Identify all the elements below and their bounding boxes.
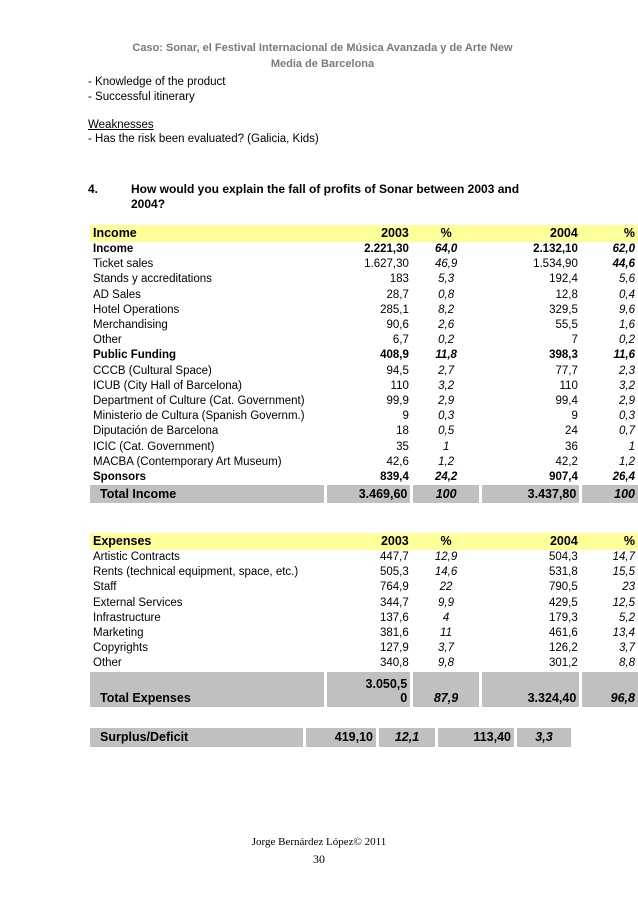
income-row-2003-percent: 11,8: [435, 349, 457, 362]
strength-item: - Successful itinerary: [88, 91, 195, 103]
table-row: [90, 626, 638, 641]
expenses-row-2004-value: 429,5: [549, 596, 578, 609]
expenses-header-2003-value: 2003: [325, 533, 412, 550]
income-row-2003-percent: 5,3: [438, 273, 455, 286]
expenses-row-2003-percent: 9,9: [438, 596, 455, 609]
income-row-2003-percent: 0,2: [438, 334, 455, 347]
income-row-2004-percent: 0,7: [619, 425, 635, 438]
income-row-2004-value: 329,5: [549, 303, 578, 316]
strength-item: - Knowledge of the product: [88, 76, 226, 88]
income-row-2004-percent: 1,2: [619, 455, 635, 468]
income-row-label: Sponsors: [93, 471, 147, 484]
income-row-2004-percent: 0,2: [619, 334, 635, 347]
income-row-2003-value: 110: [390, 379, 409, 392]
expenses-row-2004-percent: 5,2: [619, 611, 635, 624]
income-row-2004-value: 99,4: [555, 395, 578, 408]
question-number: 4.: [88, 182, 99, 196]
income-row-2004-percent: 62,0: [612, 243, 635, 255]
expenses-row-label: Artistic Contracts: [93, 551, 180, 563]
income-row-2004-value: 1.534,90: [533, 258, 578, 271]
income-row-label: ICUB (City Hall of Barcelona): [93, 379, 242, 392]
income-row-2004-percent: 5,6: [619, 273, 635, 286]
weakness-item: - Has the risk been evaluated? (Galicia, Kids): [88, 133, 319, 145]
income-row-2004-value: 2.132,10: [533, 243, 578, 255]
expenses-row-2003-value: 381,6: [379, 627, 409, 640]
question-text: How would you explain the fall of profits of Sonar between 2003 and 2004?: [131, 182, 520, 211]
income-total-row: [90, 485, 638, 503]
expenses-row-2004-percent: 14,7: [612, 551, 635, 563]
table-row: [90, 394, 638, 409]
expenses-row-2003-value: 764,9: [379, 581, 409, 594]
income-row-2003-percent: 2,9: [438, 395, 455, 408]
table-row: [90, 379, 638, 394]
income-row-label: Income: [93, 243, 134, 255]
table-row: [90, 318, 638, 333]
table-row: [90, 580, 638, 595]
income-row-2004-value: 42,2: [555, 455, 578, 468]
expenses-total-label: Total Expenses: [90, 672, 325, 707]
table-row: [90, 409, 638, 424]
page-number: 30: [313, 852, 325, 866]
income-row-2003-value: 285,1: [380, 303, 409, 316]
income-row-2003-value: 6,7: [392, 334, 409, 347]
income-row-2003-value: 408,9: [380, 349, 409, 362]
expenses-header-2004-percent: %: [581, 533, 638, 550]
income-row-label: Merchandising: [93, 319, 168, 332]
expenses-row-2004-value: 504,3: [549, 551, 578, 563]
table-row: [90, 470, 638, 485]
expenses-row-2004-value: 790,5: [549, 581, 578, 594]
income-row-2004-percent: 2,9: [619, 395, 635, 408]
income-total-2004-value: 3.437,80: [480, 485, 580, 503]
table-row: [90, 303, 638, 318]
table-row: [90, 333, 638, 348]
table-row: [90, 288, 638, 303]
income-row-2004-value: 110: [559, 379, 578, 392]
table-row: [90, 424, 638, 439]
expenses-total-row: [90, 672, 638, 707]
income-row-label: Ministerio de Cultura (Spanish Governm.): [93, 410, 305, 423]
income-row-label: Other: [93, 334, 122, 347]
document-header: [95, 40, 550, 72]
income-row-2003-value: 42,6: [386, 455, 409, 468]
income-row-2003-percent: 3,2: [438, 379, 455, 392]
income-total-label: Total Income: [90, 485, 325, 503]
income-row-2003-percent: 0,8: [438, 288, 455, 301]
income-row-2003-value: 9: [402, 410, 409, 423]
surplus-2004-percent: 3,3: [516, 728, 572, 747]
expenses-row-2004-percent: 23: [622, 581, 635, 594]
income-row-2004-value: 9: [571, 410, 578, 423]
table-row: [90, 455, 638, 470]
income-row-label: Stands y accreditations: [93, 273, 212, 286]
income-row-2003-percent: 0,5: [438, 425, 455, 438]
expenses-total-2004-percent: 96,8: [581, 672, 638, 707]
income-row-label: Diputación de Barcelona: [93, 425, 219, 438]
table-row: [90, 656, 638, 671]
table-row: [90, 348, 638, 363]
income-row-2004-percent: 9,6: [619, 303, 635, 316]
income-row-2004-percent: 0,4: [619, 288, 635, 301]
income-row-2004-percent: 44,6: [612, 258, 635, 271]
expenses-header-label: Expenses: [90, 533, 325, 550]
income-row-2003-value: 35: [396, 440, 409, 453]
income-row-2004-percent: 3,2: [619, 379, 635, 392]
income-row-label: AD Sales: [93, 288, 141, 301]
expenses-row-2004-percent: 3,7: [619, 642, 635, 655]
expenses-total-2003-value-line2: 0: [400, 690, 408, 705]
header-line-2: Media de Barcelona: [270, 58, 375, 70]
table-row: [90, 364, 638, 379]
surplus-2003-value: 419,10: [305, 728, 378, 747]
expenses-row-2003-value: 340,8: [379, 657, 409, 670]
income-row-2003-value: 28,7: [386, 288, 409, 301]
table-row: [90, 565, 638, 580]
expenses-row-label: Staff: [93, 581, 117, 594]
expenses-row-2003-percent: 12,9: [434, 551, 458, 563]
expenses-row-2004-percent: 13,4: [612, 627, 635, 640]
expenses-header-2004-value: 2004: [480, 533, 580, 550]
expenses-row-2004-value: 531,8: [549, 566, 578, 579]
table-row: [90, 641, 638, 656]
income-row-2003-percent: 8,2: [438, 303, 455, 316]
expenses-row-2003-percent: 3,7: [438, 642, 455, 655]
income-row-label: Department of Culture (Cat. Government): [93, 395, 305, 408]
table-row: [90, 257, 638, 272]
expenses-row-2004-percent: 15,5: [612, 566, 635, 579]
income-header-2003-value: 2003: [325, 225, 412, 242]
expenses-row-label: Copyrights: [93, 642, 148, 655]
income-row-label: ICIC (Cat. Government): [93, 440, 215, 453]
surplus-deficit-row: [90, 728, 571, 747]
expenses-row-2003-percent: 11: [440, 627, 452, 640]
income-row-2003-value: 90,6: [386, 319, 409, 332]
income-header-2003-percent: %: [412, 225, 481, 242]
expenses-total-2003-value-line1: 3.050,5: [365, 676, 408, 691]
income-header-2004-percent: %: [581, 225, 638, 242]
income-row-label: Hotel Operations: [93, 303, 180, 316]
surplus-2004-value: 113,40: [437, 728, 516, 747]
income-table: [90, 225, 638, 503]
table-row: [90, 272, 638, 287]
income-row-2003-percent: 64,0: [434, 243, 458, 255]
income-row-2003-value: 18: [396, 425, 409, 438]
expenses-row-2004-value: 126,2: [549, 642, 578, 655]
income-row-2004-percent: 0,3: [619, 410, 635, 423]
income-row-2003-value: 839,4: [380, 471, 409, 484]
expenses-row-2003-percent: 9,8: [438, 657, 455, 670]
income-row-2004-value: 907,4: [549, 471, 578, 484]
income-row-label: MACBA (Contemporary Art Museum): [93, 455, 282, 468]
income-row-2003-percent: 1: [442, 440, 450, 453]
income-row-2003-value: 183: [389, 273, 409, 286]
expenses-row-2003-value: 127,9: [379, 642, 409, 655]
weaknesses-title: Weaknesses: [88, 119, 154, 131]
table-row: [90, 440, 638, 455]
income-row-2003-value: 2.221,30: [364, 243, 409, 255]
expenses-row-2003-value: 505,3: [379, 566, 409, 579]
income-row-2004-percent: 11,6: [613, 349, 635, 362]
expenses-table: [90, 533, 638, 707]
income-row-2003-value: 99,9: [386, 395, 409, 408]
expenses-row-label: External Services: [93, 596, 183, 609]
income-row-2004-percent: 26,4: [612, 471, 635, 484]
income-header-row: [90, 225, 638, 242]
income-row-2003-percent: 0,3: [438, 410, 455, 423]
expenses-row-2004-percent: 8,8: [619, 657, 635, 670]
income-row-label: CCCB (Cultural Space): [93, 364, 212, 377]
income-row-2004-value: 7: [571, 334, 578, 347]
expenses-row-2004-value: 461,6: [549, 627, 578, 640]
income-row-2004-value: 12,8: [555, 288, 578, 301]
income-row-2003-value: 1.627,30: [364, 258, 409, 271]
expenses-total-2003-value: [325, 672, 412, 707]
expenses-row-label: Other: [93, 657, 122, 670]
income-row-2004-percent: 1: [628, 440, 635, 453]
expenses-row-label: Marketing: [93, 627, 144, 640]
expenses-row-2003-value: 344,7: [379, 596, 409, 609]
income-header-label: Income: [90, 225, 325, 242]
surplus-label: Surplus/Deficit: [90, 728, 305, 747]
expenses-row-label: Infrastructure: [93, 611, 161, 624]
table-row: [90, 550, 638, 565]
income-row-2004-value: 36: [565, 440, 578, 453]
income-total-2004-percent: 100: [581, 485, 638, 503]
income-row-2004-value: 24: [565, 425, 578, 438]
expenses-row-2003-percent: 14,6: [434, 566, 458, 579]
income-row-2003-percent: 2,6: [438, 319, 455, 332]
surplus-2003-percent: 12,1: [378, 728, 437, 747]
expenses-total-2003-percent: 87,9: [412, 672, 481, 707]
income-row-2004-value: 192,4: [549, 273, 578, 286]
income-row-2004-value: 77,7: [555, 364, 578, 377]
income-row-2003-percent: 24,2: [434, 471, 458, 484]
expenses-row-label: Rents (technical equipment, space, etc.): [93, 566, 299, 579]
income-row-2004-percent: 2,3: [619, 364, 635, 377]
income-row-2003-value: 94,5: [386, 364, 409, 377]
income-total-2003-value: 3.469,60: [325, 485, 412, 503]
expenses-row-2004-value: 179,3: [549, 611, 578, 624]
expenses-row-2003-percent: 4: [442, 611, 450, 624]
header-line-1: Caso: Sonar, el Festival Internacional de Música Avanzada y de Arte New: [132, 42, 513, 54]
footer-author: Jorge Bernárdez López© 2011: [251, 836, 387, 848]
expenses-row-2003-value: 447,7: [379, 551, 409, 563]
income-row-label: Public Funding: [93, 349, 177, 362]
income-row-2004-value: 55,5: [555, 319, 578, 332]
table-row: [90, 242, 638, 257]
income-row-2003-percent: 2,7: [438, 364, 455, 377]
income-row-2003-percent: 1,2: [438, 455, 455, 468]
expenses-row-2003-value: 137,6: [379, 611, 409, 624]
income-header-2004-value: 2004: [480, 225, 580, 242]
expenses-header-2003-percent: %: [412, 533, 481, 550]
expenses-header-row: [90, 533, 638, 550]
income-row-2004-value: 398,3: [549, 349, 578, 362]
table-row: [90, 611, 638, 626]
income-row-2004-percent: 1,6: [619, 319, 635, 332]
income-row-2003-percent: 46,9: [434, 258, 458, 271]
expenses-total-2004-value: 3.324,40: [480, 672, 580, 707]
expenses-row-2004-value: 301,2: [549, 657, 578, 670]
expenses-row-2003-percent: 22: [439, 581, 453, 594]
expenses-row-2004-percent: 12,5: [612, 596, 635, 609]
income-row-label: Ticket sales: [93, 258, 154, 271]
table-row: [90, 596, 638, 611]
income-total-2003-percent: 100: [412, 485, 481, 503]
